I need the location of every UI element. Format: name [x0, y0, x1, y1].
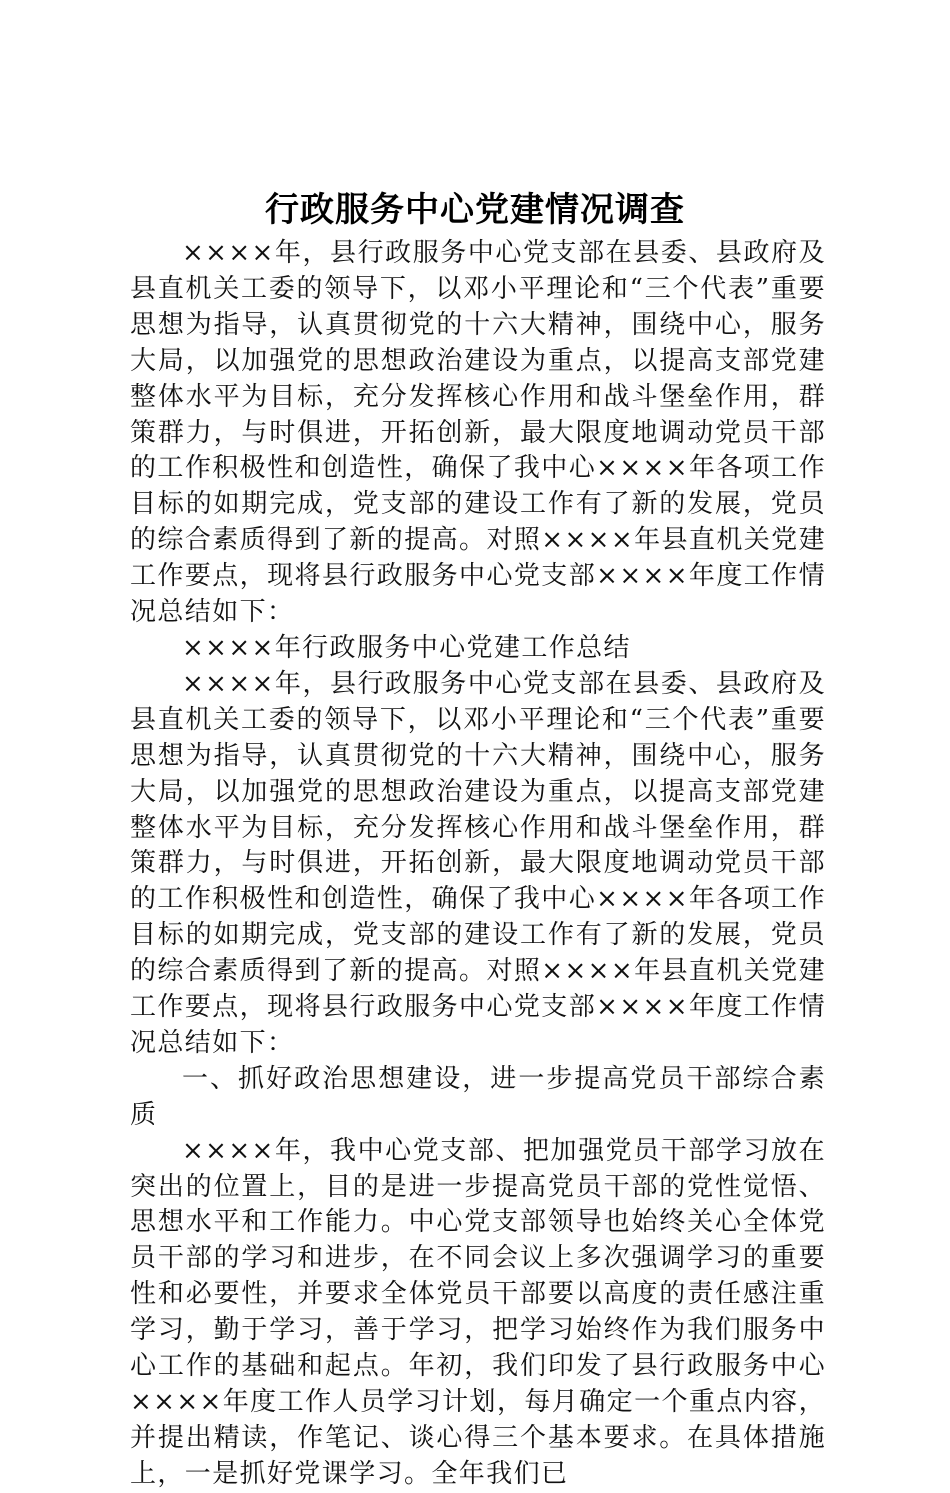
paragraph-intro: ××××年，县行政服务中心党支部在县委、县政府及县直机关工委的领导下，以邓小平理论和“三个代表”重要思想为指导，认真贯彻党的十六大精神，围绕中心，服务大局，以加强党的思想政治建设为重点，以提高支部党建整体水平为目标，充分发挥核心作用和战斗堡垒作用，群策群力，与时俱进，开拓创新，最大限度地调动党员干部的工作积极性和创造性，确保了我中心××××年各项工作目标的如期完成，党支部的建设工作有了新的发展，党员的综合素质得到了新的提高。对照××××年县直机关党建工作要点，现将县行政服务中心党支部××××年度工作情况总结如下： [130, 238, 826, 628]
section-heading-1: 一、抓好政治思想建设，进一步提高党员干部综合素质 [130, 1063, 826, 1130]
paragraph-subheading: ××××年行政服务中心党建工作总结 [182, 632, 631, 663]
document-title: 行政服务中心党建情况调查 [265, 190, 685, 230]
paragraph-summary: ××××年，县行政服务中心党支部在县委、县政府及县直机关工委的领导下，以邓小平理论和“三个代表”重要思想为指导，认真贯彻党的十六大精神，围绕中心，服务大局，以加强党的思想政治建设为重点，以提高支部党建整体水平为目标，充分发挥核心作用和战斗堡垒作用，群策群力，与时俱进，开拓创新，最大限度地调动党员干部的工作积极性和创造性，确保了我中心××××年各项工作目标的如期完成，党支部的建设工作有了新的发展，党员的综合素质得到了新的提高。对照××××年县直机关党建工作要点，现将县行政服务中心党支部××××年度工作情况总结如下： [130, 668, 826, 1058]
document-body [130, 236, 826, 1493]
paragraph-section-1: ××××年，我中心党支部、把加强党员干部学习放在突出的位置上，目的是进一步提高党员干部的党性觉悟、思想水平和工作能力。中心党支部领导也始终关心全体党员干部的学习和进步，在不同会议上多次强调学习的重要性和必要性，并要求全体党员干部要以高度的责任感注重学习，勤于学习，善于学习，把学习始终作为我们服务中心工作的基础和起点。年初，我们印发了县行政服务中心××××年度工作人员学习计划，每月确定一个重点内容，并提出精读，作笔记、谈心得三个基本要求。在具体措施上，一是抓好党课学习。全年我们已 [130, 1135, 826, 1489]
